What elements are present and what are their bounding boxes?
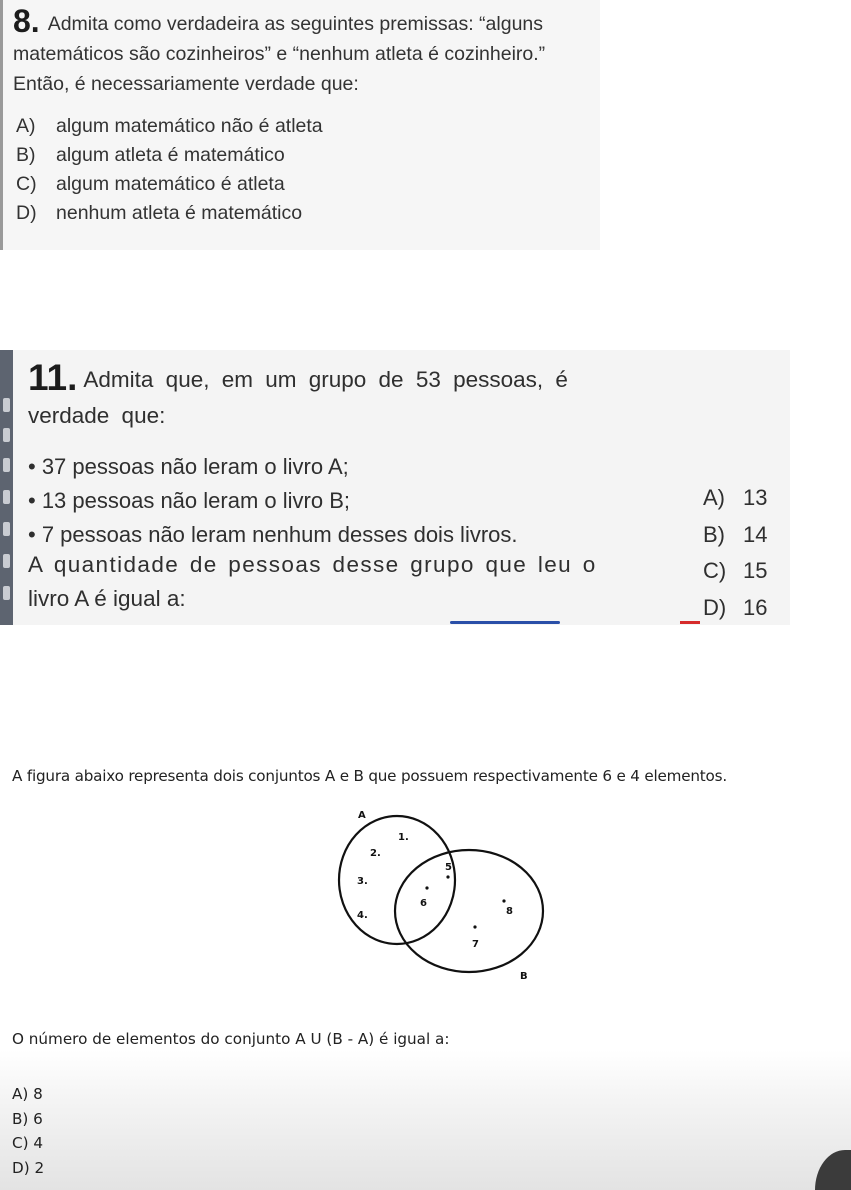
alternative-text: algum atleta é matemático — [56, 144, 285, 166]
question-11-alternatives — [703, 480, 767, 626]
premise-item: • 37 pessoas não leram o livro A; — [28, 454, 349, 479]
alternative-letter: B) — [703, 521, 725, 547]
question-8-alternatives — [16, 112, 323, 228]
side-strip-mark — [3, 522, 10, 536]
question-11-prompt — [28, 548, 668, 616]
set-b-circle — [395, 850, 543, 972]
alternative-text: algum matemático não é atleta — [56, 115, 323, 137]
venn-alternative-c[interactable]: C) 4 — [12, 1134, 44, 1152]
element-7: 7 — [472, 939, 479, 950]
question-11-prompt-line-2: livro A é igual a: — [28, 586, 186, 611]
decorative-blue-line — [450, 621, 560, 624]
alternative-text: 14 — [743, 521, 768, 547]
question-11-stem — [28, 357, 658, 434]
alternative-text: algum matemático é atleta — [56, 173, 285, 195]
venn-alternative-a[interactable]: A) 8 — [12, 1085, 43, 1103]
question-8-left-border — [0, 0, 3, 250]
alternative-letter: C) — [16, 173, 37, 195]
element-5-dot — [446, 875, 449, 878]
question-11-number: 11. — [28, 357, 78, 398]
alternative-text: 15 — [743, 558, 768, 583]
venn-question-intro: A figura abaixo representa dois conjuntos A e B que possuem respectivamente 6 e 4 elementos. — [12, 767, 727, 785]
element-2: 2. — [370, 848, 381, 859]
venn-alternative-d[interactable]: D) 2 — [12, 1158, 45, 1177]
bottom-gradient-area — [0, 1050, 851, 1190]
element-3: 3. — [357, 876, 368, 887]
premise-item: • 7 pessoas não leram nenhum desses dois livros. — [28, 522, 518, 547]
alternative-letter: C) — [703, 558, 727, 583]
alternative-letter: A) — [703, 485, 725, 510]
element-6-dot — [425, 886, 428, 889]
side-strip-mark — [3, 458, 10, 472]
side-strip-mark — [3, 398, 10, 412]
alternative-text: nenhum atleta é matemático — [56, 202, 303, 224]
side-strip-mark — [3, 490, 10, 504]
venn-question-text: O número de elementos do conjunto A U (B - A) é igual a: — [12, 1030, 450, 1048]
alternative-text: 13 — [743, 485, 768, 510]
side-strip-mark — [3, 428, 10, 442]
question-8-alternative-a[interactable] — [16, 112, 323, 141]
alternative-letter: D) — [16, 202, 37, 224]
side-strip-mark — [3, 586, 10, 600]
question-11-alternative-c[interactable] — [703, 553, 767, 590]
question-8-text: Admita como verdadeira as seguintes premissas: “alguns matemáticos são cozinheiros” e “nenhum atleta é cozinheiro.” Então, é necessariamente verdade que: — [13, 13, 546, 95]
element-8: 8 — [506, 906, 513, 917]
question-8-alternative-b[interactable] — [16, 141, 323, 170]
venn-diagram — [335, 800, 555, 990]
question-8-stem — [13, 3, 588, 99]
element-4: 4. — [357, 910, 368, 921]
side-strip-mark — [3, 554, 10, 568]
set-a-label: A — [358, 810, 366, 821]
question-11-prompt-line-1: A quantidade de pessoas desse grupo que leu o — [28, 552, 597, 577]
element-7-dot — [473, 925, 476, 928]
question-8-alternative-c[interactable] — [16, 170, 323, 199]
question-11-alternative-d[interactable] — [703, 590, 767, 627]
alternative-letter: A) — [16, 115, 36, 137]
question-11-alternative-b[interactable] — [703, 517, 767, 554]
question-11-premises — [28, 450, 518, 552]
element-6: 6 — [420, 898, 427, 909]
question-8-card — [0, 0, 600, 250]
venn-question-alternatives — [12, 1082, 44, 1180]
question-11-alternative-a[interactable] — [703, 480, 767, 517]
question-11-side-strip — [0, 350, 13, 625]
venn-alternative-b[interactable]: B) 6 — [12, 1109, 43, 1128]
alternative-letter: B) — [16, 144, 36, 166]
decorative-red-line — [680, 621, 700, 624]
element-8-dot — [502, 899, 505, 902]
question-11-title: Admita que, em um grupo de 53 pessoas, é verdade que: — [28, 367, 568, 428]
alternative-letter: D) — [703, 594, 727, 620]
element-5: 5 — [445, 862, 452, 873]
alternative-text: 16 — [743, 594, 768, 620]
question-8-number: 8. — [13, 3, 40, 39]
element-1: 1. — [398, 832, 409, 843]
question-8-alternative-d[interactable] — [16, 199, 323, 228]
set-b-label: B — [520, 971, 528, 982]
premise-item: • 13 pessoas não leram o livro B; — [28, 488, 350, 513]
